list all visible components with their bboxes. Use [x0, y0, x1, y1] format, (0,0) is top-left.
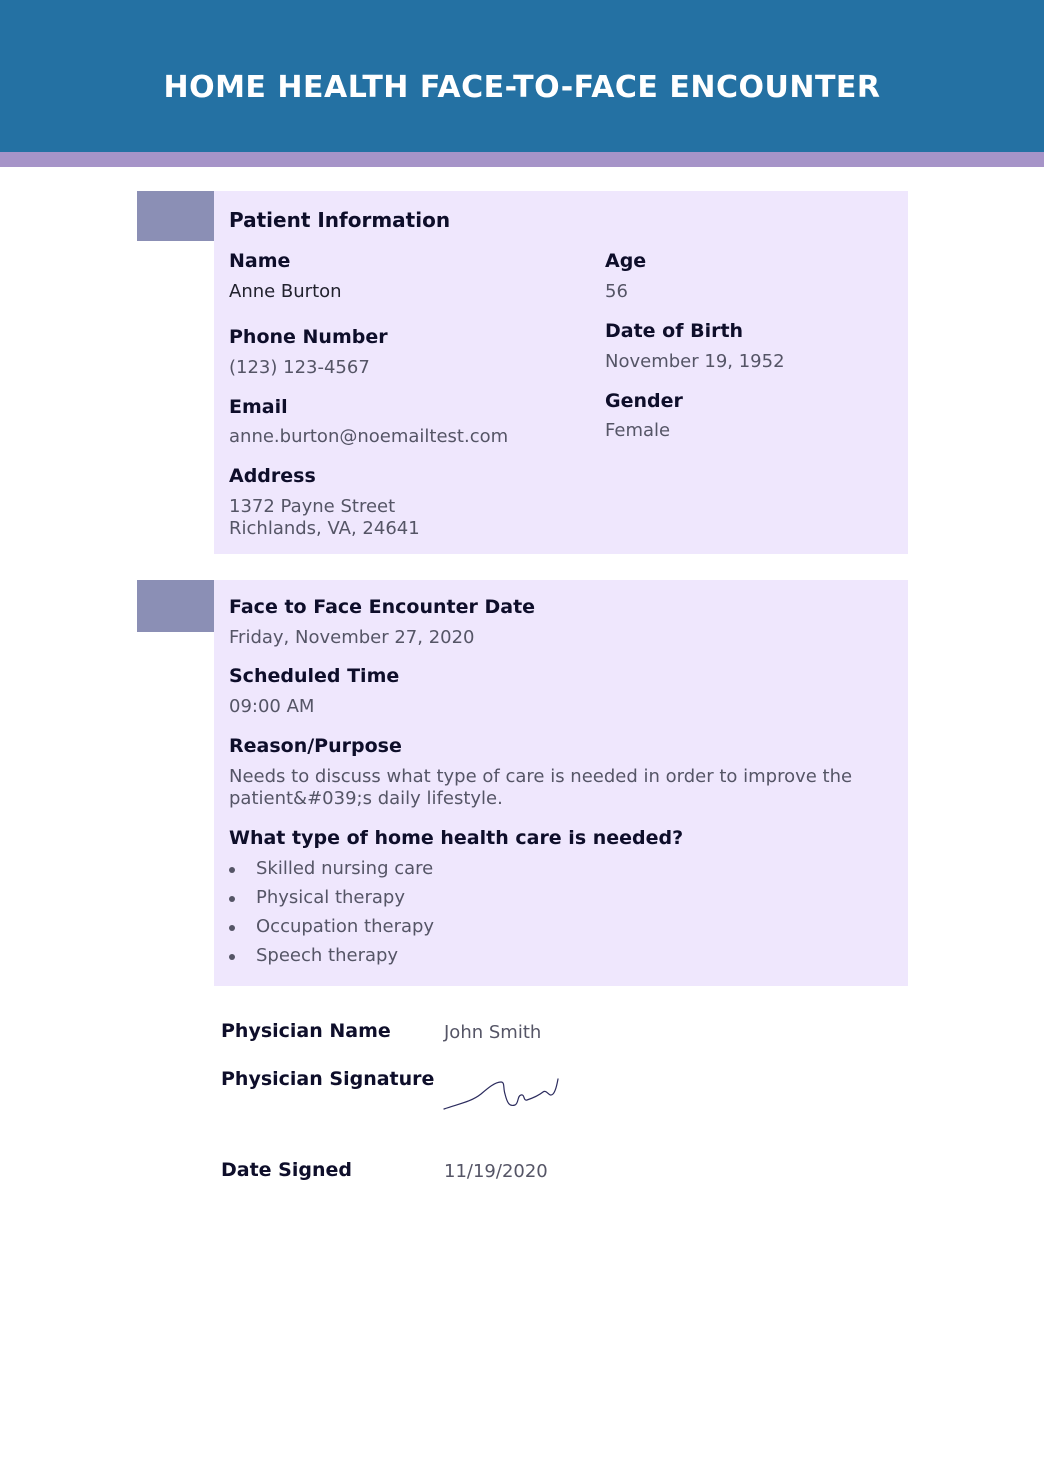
section-tab-marker [137, 191, 214, 241]
page-header [0, 0, 1044, 152]
signature-image [443, 1074, 563, 1116]
reason-label: Reason/Purpose [229, 735, 402, 757]
list-item [229, 915, 434, 944]
scheduled-time-label: Scheduled Time [229, 665, 400, 687]
bullet-icon [229, 867, 235, 873]
address-label: Address [229, 465, 316, 487]
address-line-1: 1372 Payne Street [229, 496, 396, 517]
care-item-text: Occupation therapy [256, 916, 435, 937]
care-type-list [229, 857, 434, 973]
bullet-icon [229, 954, 235, 960]
physician-name-label: Physician Name [221, 1020, 391, 1042]
dob-label: Date of Birth [605, 320, 744, 342]
care-type-label: What type of home health care is needed? [229, 827, 684, 849]
date-signed-label: Date Signed [221, 1159, 352, 1181]
list-item [229, 857, 434, 886]
age-label: Age [605, 250, 647, 272]
name-value: Anne Burton [229, 281, 342, 302]
address-line-2: Richlands, VA, 24641 [229, 518, 420, 539]
section-tab-marker [137, 580, 214, 632]
list-item [229, 944, 434, 973]
patient-section-title: Patient Information [229, 208, 451, 232]
email-label: Email [229, 396, 288, 418]
page-title: HOME HEALTH FACE-TO-FACE ENCOUNTER [163, 69, 881, 105]
physician-name-value: John Smith [444, 1022, 542, 1043]
dob-value: November 19, 1952 [605, 351, 785, 372]
age-value: 56 [605, 281, 628, 302]
name-label: Name [229, 250, 291, 272]
scheduled-time-value: 09:00 AM [229, 696, 315, 717]
reason-line-2: patient&#039;s daily lifestyle. [229, 788, 503, 809]
physician-signature-label: Physician Signature [221, 1068, 435, 1090]
care-item-text: Speech therapy [256, 945, 399, 966]
phone-value: (123) 123-4567 [229, 357, 370, 378]
date-signed-value: 11/19/2020 [444, 1161, 548, 1182]
reason-line-1: Needs to discuss what type of care is needed in order to improve the [229, 766, 853, 787]
encounter-date-label: Face to Face Encounter Date [229, 596, 536, 618]
bullet-icon [229, 896, 235, 902]
care-item-text: Skilled nursing care [256, 858, 434, 879]
gender-label: Gender [605, 390, 683, 412]
header-accent-stripe [0, 152, 1044, 167]
list-item [229, 886, 434, 915]
phone-label: Phone Number [229, 326, 388, 348]
gender-value: Female [605, 420, 671, 441]
email-value: anne.burton@noemailtest.com [229, 426, 509, 447]
encounter-date-value: Friday, November 27, 2020 [229, 627, 475, 648]
care-item-text: Physical therapy [256, 887, 405, 908]
bullet-icon [229, 925, 235, 931]
